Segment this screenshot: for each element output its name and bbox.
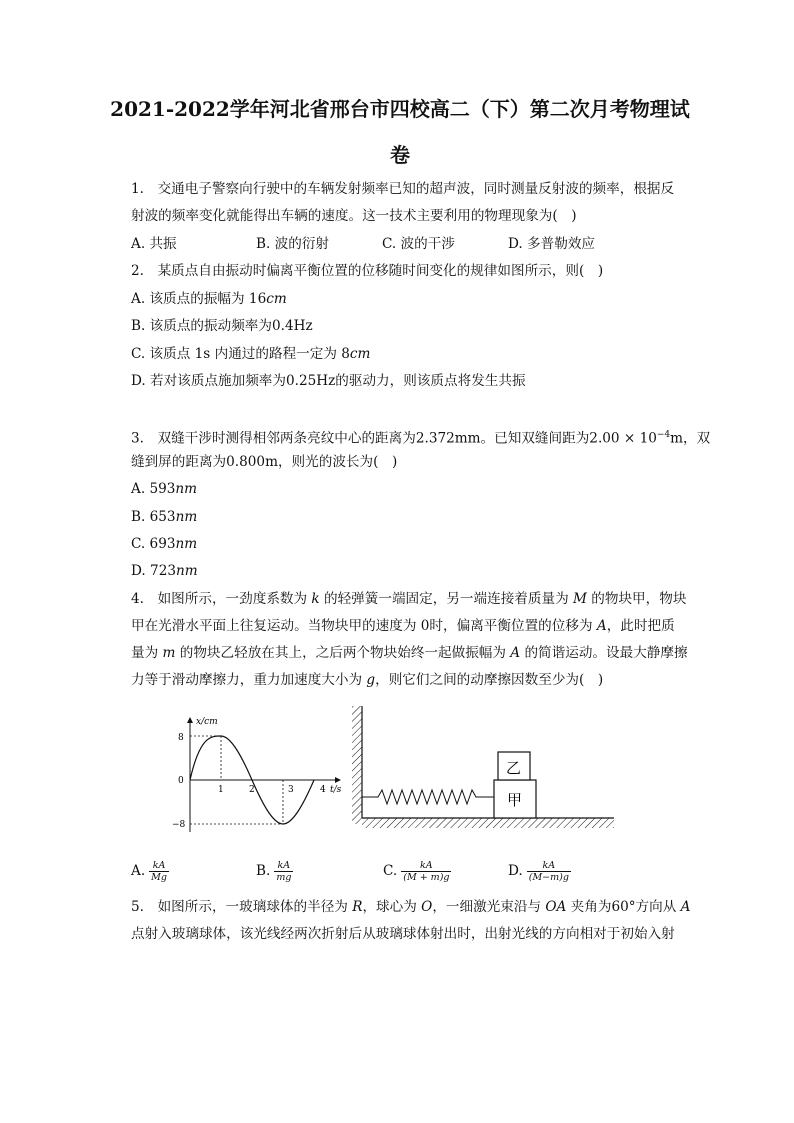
q4-option-b-letter: B. xyxy=(256,863,271,879)
floor-hatching xyxy=(362,818,614,828)
spring-block-diagram xyxy=(348,704,618,834)
q4-var-m: m xyxy=(162,645,176,661)
q3-option-d-unit: nm xyxy=(176,563,198,579)
graph-x-tick-1: 1 xyxy=(218,785,224,795)
q4-text: 力等于滑动摩擦力，重力加速度大小为 xyxy=(131,672,367,688)
graph-x-tick-4: 4 xyxy=(320,785,326,795)
q5-text: ，一细激光束沿与 xyxy=(432,899,546,915)
graph-y-tick-neg8: −8 xyxy=(172,820,186,830)
q4-option-a-denominator: Mg xyxy=(151,872,167,883)
q5-text: 夹角为60°方向从 xyxy=(566,899,681,915)
q3-option-c xyxy=(131,531,691,557)
q2-option-a xyxy=(131,286,691,312)
q5-text: ，球心为 xyxy=(362,899,422,915)
q3-option-d-value: D. 723 xyxy=(131,563,177,579)
q4-stem-line1 xyxy=(131,586,691,612)
q4-text: 的物块乙轻放在其上，之后两个物块始终一起做振幅为 xyxy=(175,645,511,661)
graph-x-tick-3: 3 xyxy=(288,785,294,795)
q2-option-c-text: C. 该质点 1s 内通过的路程一定为 8 xyxy=(131,346,350,362)
document-title-line2: 卷 xyxy=(390,143,410,167)
q5-stem-line1 xyxy=(131,894,691,920)
q4-text: 的简谐运动。设最大静摩擦 xyxy=(520,645,688,661)
q4-option-d xyxy=(508,858,571,884)
q3-option-b-value: B. 653 xyxy=(131,509,176,525)
q4-option-d-denominator: (M−m)g xyxy=(528,872,569,883)
q4-option-b-numerator: kA xyxy=(274,860,293,872)
q4-option-c xyxy=(383,858,451,884)
graph-y-tick-0: 0 xyxy=(178,776,184,786)
q5-var-O: O xyxy=(421,899,433,915)
wall-hatching xyxy=(352,706,362,824)
q3-option-b-unit: nm xyxy=(175,509,198,525)
q5-var-R: R xyxy=(352,899,363,915)
q1-option-b: B. 波的衍射 xyxy=(256,236,330,252)
q4-var-M: M xyxy=(573,591,587,607)
q3-exponent: −4 xyxy=(656,430,671,440)
q3-stem-line2: 缝到屏的距离为0.800m，则光的波长为( ) xyxy=(131,454,398,470)
displacement-time-graph xyxy=(168,712,348,837)
q1-option-d: D. 多普勒效应 xyxy=(508,236,596,252)
q4-var-k: k xyxy=(311,591,320,607)
q3-stem-unit: m，双 xyxy=(670,430,711,447)
q4-option-c-letter: C. xyxy=(383,863,398,879)
document-title-line1: 2021-2022学年河北省邢台市四校高二（下）第二次月考物理试 xyxy=(110,97,690,121)
q4-text: 的轻弹簧一端固定，另一端连接着质量为 xyxy=(319,591,574,607)
q4-stem-line4 xyxy=(131,667,691,693)
graph-y-tick-8: 8 xyxy=(178,733,184,743)
q4-option-c-denominator: (M + m)g xyxy=(403,872,450,883)
q1-option-c: C. 波的干涉 xyxy=(382,236,455,252)
q4-stem-line2 xyxy=(131,613,691,639)
q1-option-a: A. 共振 xyxy=(131,236,177,252)
q3-stem-line1 xyxy=(131,422,711,452)
q1-stem-line2: 射波的频率变化就能得出车辆的速度。这一技术主要利用的物理现象为( ) xyxy=(131,208,577,224)
q3-option-c-unit: nm xyxy=(175,536,198,552)
q4-option-c-numerator: kA xyxy=(401,860,451,872)
q2-option-d: D. 若对该质点施加频率为0.25Hz的驱动力，则该质点将发生共振 xyxy=(131,373,526,389)
q4-option-d-numerator: kA xyxy=(527,860,571,872)
q2-option-b: B. 该质点的振动频率为0.4Hz xyxy=(131,318,313,334)
q1-stem-line1: 1. 交通电子警察向行驶中的车辆发射频率已知的超声波，同时测量反射波的频率，根据反 xyxy=(131,181,675,197)
q4-option-d-letter: D. xyxy=(508,863,523,879)
q4-option-a-numerator: kA xyxy=(149,860,169,872)
q2-stem: 2. 某质点自由振动时偏离平衡位置的位移随时间变化的规律如图所示，则( ) xyxy=(131,263,604,279)
q3-option-b xyxy=(131,504,691,530)
q2-option-c xyxy=(131,341,691,367)
graph-x-axis-label: t/s xyxy=(330,785,342,795)
q3-option-a-value: A. 593 xyxy=(131,481,176,497)
q5-var-A: A xyxy=(680,899,691,915)
q4-text: 量为 xyxy=(131,645,163,661)
q3-option-a xyxy=(131,476,691,502)
q4-text: 甲在光滑水平面上往复运动。当物块甲的速度为 0时，偏离平衡位置的位移为 xyxy=(131,618,597,634)
q3-option-d xyxy=(131,558,691,584)
spring xyxy=(362,790,494,804)
q4-text: ，则它们之间的动摩擦因数至少为( ) xyxy=(375,672,604,688)
q4-option-a-letter: A. xyxy=(131,863,146,879)
q4-stem-line3 xyxy=(131,640,691,666)
q3-stem-text: 3. 双缝干涉时测得相邻两条亮纹中心的距离为2.372mm。已知双缝间距为2.00 × 10 xyxy=(131,430,657,447)
q4-var-A: A xyxy=(510,645,521,661)
q3-option-a-unit: nm xyxy=(175,481,198,497)
q5-text: 5. 如图所示，一玻璃球体的半径为 xyxy=(131,899,353,915)
block-yi-label: 乙 xyxy=(506,759,522,777)
q4-option-a xyxy=(131,858,169,884)
q4-var-g: g xyxy=(366,672,376,688)
q4-option-b-denominator: mg xyxy=(276,872,292,883)
graph-x-tick-2: 2 xyxy=(249,785,255,795)
graph-y-axis-label: x/cm xyxy=(196,717,218,727)
block-jia-label: 甲 xyxy=(507,791,523,809)
q4-var-A: A xyxy=(596,618,607,634)
q2-option-a-unit: cm xyxy=(266,291,287,307)
q2-option-c-unit: cm xyxy=(349,346,371,362)
q5-stem-line2: 点射入玻璃球体，该光线经两次折射后从玻璃球体射出时，出射光线的方向相对于初始入射 xyxy=(131,926,675,942)
q4-text: 4. 如图所示，一劲度系数为 xyxy=(131,591,312,607)
q3-option-c-value: C. 693 xyxy=(131,536,176,552)
q4-text: 的物块甲，物块 xyxy=(586,591,687,607)
q4-option-b xyxy=(256,858,293,884)
q2-option-a-text: A. 该质点的振幅为 16 xyxy=(131,291,267,307)
q4-text: ，此时把质 xyxy=(606,618,675,634)
q5-var-OA: OA xyxy=(545,899,567,915)
